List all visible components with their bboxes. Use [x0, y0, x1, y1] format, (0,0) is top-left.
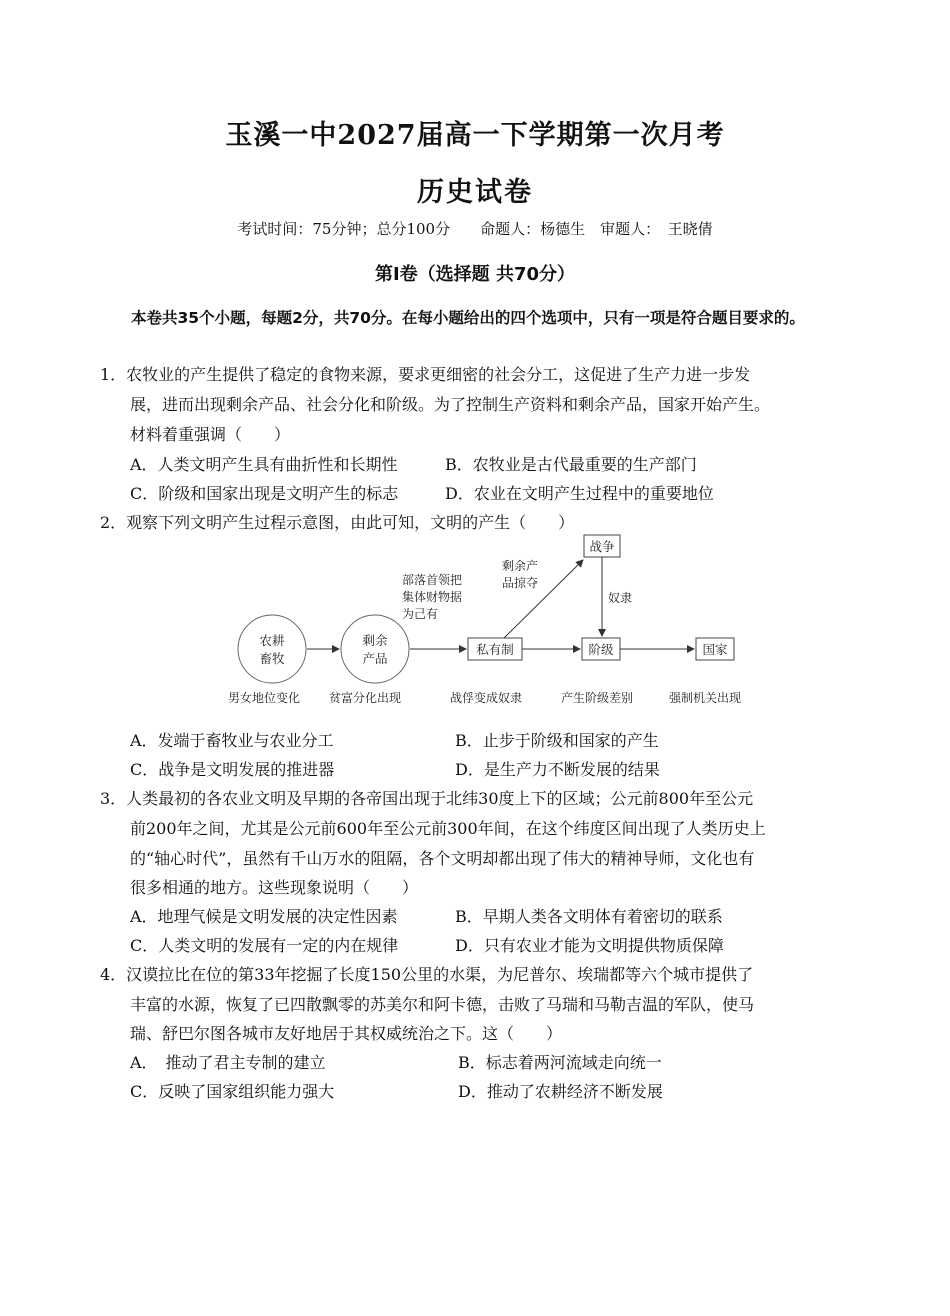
circle-surplus-line-1: 剩余: [362, 633, 388, 648]
exam-title: 玉溪一中2027届高一下学期第一次月考: [225, 120, 725, 151]
label-chief-line-1: 部落首领把: [402, 573, 463, 587]
circle-farming-line-1: 农耕: [259, 633, 285, 648]
exam-info: 考试时间：75分钟；总分100分 命题人：杨德生 审题人： 王晓倩: [237, 220, 713, 238]
q1-line-3: 材料着重强调（ ）: [130, 425, 291, 444]
circle-surplus: [341, 615, 409, 683]
box-state-label: 国家: [702, 642, 728, 657]
q4-option-a: A． 推动了君主专制的建立: [130, 1053, 326, 1072]
circle-surplus-line-2: 产品: [362, 651, 388, 666]
q2-line-1: 2．观察下列文明产生过程示意图，由此可知，文明的产生（ ）: [100, 513, 575, 532]
caption-coercive-organs: 强制机关出现: [669, 691, 742, 705]
q4-line-1: 4．汉谟拉比在位的第33年挖掘了长度150公里的水渠，为尼普尔、埃瑞都等六个城市提供了: [100, 965, 754, 984]
q1-option-b: B．农牧业是古代最重要的生产部门: [445, 455, 697, 474]
label-plunder-line-1: 剩余产: [502, 559, 539, 573]
exam-subject: 历史试卷: [417, 177, 533, 208]
label-plunder-line-2: 品掠夺: [502, 576, 539, 590]
q2-option-a: A．发端于畜牧业与农业分工: [130, 731, 334, 750]
q3-option-c: C．人类文明的发展有一定的内在规律: [130, 936, 399, 955]
q2-option-b: B．止步于阶级和国家的产生: [455, 731, 659, 750]
q2-option-c: C．战争是文明发展的推进器: [130, 760, 335, 779]
caption-wealth: 贫富分化出现: [329, 691, 402, 705]
label-chief-line-2: 集体财物据: [402, 590, 463, 604]
caption-captives: 战俘变成奴隶: [450, 691, 523, 705]
label-chief-line-3: 为己有: [402, 607, 439, 621]
q3-line-4: 很多相通的地方。这些现象说明（ ）: [130, 878, 419, 897]
civilization-diagram: [228, 532, 768, 712]
q3-option-a: A．地理气候是文明发展的决定性因素: [130, 907, 398, 926]
caption-class-difference: 产生阶级差别: [561, 691, 634, 705]
circle-farming-line-2: 畜牧: [259, 651, 285, 666]
q4-option-d: D．推动了农耕经济不断发展: [458, 1082, 663, 1101]
q1-option-d: D．农业在文明产生过程中的重要地位: [445, 484, 714, 503]
q1-line-1: 1．农牧业的产生提供了稳定的食物来源，要求更细密的社会分工，这促进了生产力进一步发: [100, 365, 751, 384]
section-instruction: 本卷共35个小题，每题2分，共70分。在每小题给出的四个选项中，只有一项是符合题目要求的。: [131, 309, 805, 327]
q4-line-3: 瑞、舒巴尔图各城市友好地居于其权威统治之下。这（ ）: [130, 1024, 563, 1043]
q4-option-c: C．反映了国家组织能力强大: [130, 1082, 335, 1101]
q3-option-d: D．只有农业才能为文明提供物质保障: [455, 936, 724, 955]
label-slave: 奴隶: [608, 591, 633, 605]
box-class-label: 阶级: [588, 642, 614, 657]
q3-line-3: 的“轴心时代”，虽然有千山万水的阻隔，各个文明却都出现了伟大的精神导师，文化也有: [130, 849, 755, 868]
q1-option-c: C．阶级和国家出现是文明产生的标志: [130, 484, 399, 503]
q4-option-b: B．标志着两河流域走向统一: [458, 1053, 662, 1072]
q3-option-b: B．早期人类各文明体有着密切的联系: [455, 907, 723, 926]
circle-farming: [238, 615, 306, 683]
section-title: 第Ⅰ卷（选择题 共70分）: [374, 264, 575, 285]
caption-gender: 男女地位变化: [228, 691, 301, 705]
q3-line-1: 3．人类最初的各农业文明及早期的各帝国出现于北纬30度上下的区域；公元前800年至公元: [100, 789, 754, 808]
box-private-label: 私有制: [476, 642, 514, 657]
q3-line-2: 前200年之间，尤其是公元前600年至公元前300年间，在这个纬度区间出现了人类历史上: [130, 819, 766, 838]
q1-option-a: A．人类文明产生具有曲折性和长期性: [130, 455, 398, 474]
box-war-label: 战争: [589, 539, 615, 554]
q2-option-d: D．是生产力不断发展的结果: [455, 760, 660, 779]
q4-line-2: 丰富的水源，恢复了已四散飘零的苏美尔和阿卡德，击败了马瑞和马勒吉温的军队，使马: [130, 995, 755, 1014]
q1-line-2: 展，进而出现剩余产品、社会分化和阶级。为了控制生产资料和剩余产品，国家开始产生。: [130, 395, 771, 414]
